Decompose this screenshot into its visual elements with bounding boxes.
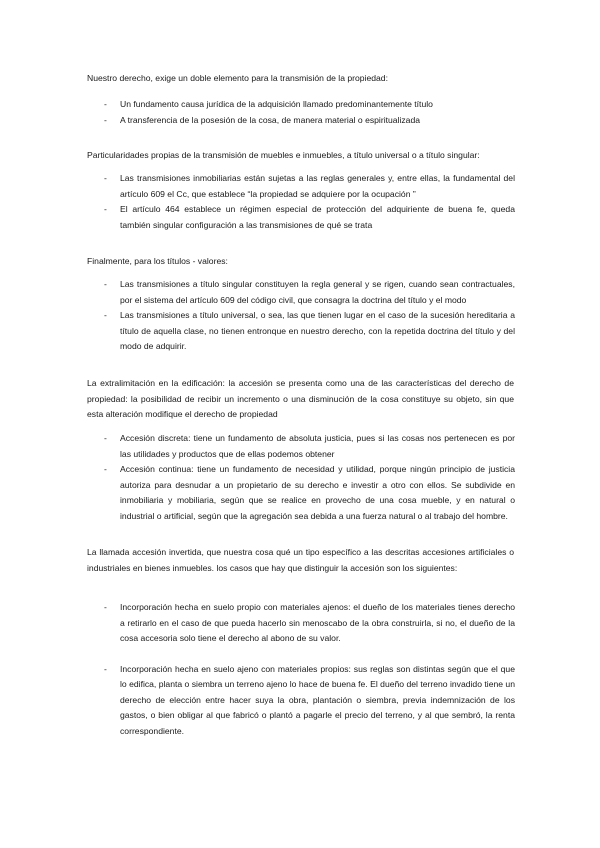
- paragraph-transmision-propiedad: Nuestro derecho, exige un doble elemento para la transmisión de la propiedad:: [87, 73, 388, 83]
- list-item: - Las transmisiones a título universal, o sea, las que tienen lugar en el caso de la sucesión hereditaria a título de aquella clase, no tienen entronque en nuestro derecho, con la repetida doctrina del título y del modo de adquirir.: [104, 310, 515, 351]
- list-incorporacion: [104, 600, 515, 739]
- paragraph-accesion-invertida: La llamada accesión invertida, que nuestra cosa qué un tipo específico a las descritas accesiones artificiales o industriales en bienes inmuebles. los casos que hay que distinguir la accesión son los siguientes:: [87, 547, 514, 573]
- list-item: - Accesión continua: tiene un fundamento de necesidad y utilidad, porque ningún principio de justicia autoriza para desnudar a un propietario de su derecho e investir a otro con ellos. Se subdivide en inmobiliaria y mobiliaria, según que se realice en provecho de una cosa mueble, y en natural o industrial o artificial, según que la agregación sea debida a una fuerza natural o al trabajo del hombre.: [104, 464, 515, 521]
- bullet-dash: -: [104, 99, 107, 109]
- list-item: - Incorporación hecha en suelo ajeno con materiales propios: sus reglas son distintas según que el que lo edifica, planta o siembra un terreno ajeno lo hace de buena fe. El dueño del terreno invadido tiene un derecho de elección entre hacer suya la obra, plantación o siembra, previa indemnización de los gastos, o bien obligar al que fabricó o plantó a pagarle el precio del terreno, y al que sembró, la renta correspondiente.: [104, 663, 515, 736]
- list-accesion: [104, 431, 515, 524]
- bullet-dash: -: [104, 663, 107, 674]
- list-item: - A transferencia de la posesión de la cosa, de manera material o espiritualizada: [104, 113, 515, 129]
- bullet-dash: -: [104, 602, 107, 612]
- bullet-dash: -: [104, 204, 107, 214]
- bullet-dash: -: [104, 433, 107, 443]
- bullet-dash: -: [104, 279, 107, 289]
- list-titulos-valores: [104, 277, 515, 355]
- list-item: - El artículo 464 establece un régimen especial de protección del adquiriente de buena fe, queda también singular configuración a las transmisiones de qué se trata: [104, 204, 515, 230]
- list-item: - Un fundamento causa jurídica de la adquisición llamado predominantemente título: [104, 97, 515, 113]
- list-item: - Incorporación hecha en suelo propio con materiales ajenos: el dueño de los materiales tienes derecho a retirarlo en el caso de que pueda hacerlo sin menoscabo de la obra construirla, si no, el dueño de la cosa accesoria solo tiene el derecho al abono de su valor.: [104, 602, 515, 643]
- paragraph-particularidades: Particularidades propias de la transmisión de muebles e inmuebles, a título universal o a título singular:: [87, 150, 480, 160]
- list-elementos-transmision: [104, 97, 515, 128]
- bullet-dash: -: [104, 310, 107, 320]
- list-item: - Accesión discreta: tiene un fundamento de absoluta justicia, pues si las cosas nos pertenecen es por las utilidades y productos que de ellas podemos obtener: [104, 433, 515, 459]
- paragraph-extralimitacion: La extralimitación en la edificación: la accesión se presenta como una de las características del derecho de propiedad: la posibilidad de recibir un incremento o una disminución de la cosa constituye su objeto, sin que esta alteración modifique el derecho de propiedad: [87, 378, 514, 419]
- bullet-dash: -: [104, 114, 107, 125]
- bullet-dash: -: [104, 173, 107, 183]
- list-item: - Las transmisiones a título singular constituyen la regla general y se rigen, cuando sean contractuales, por el sistema del artículo 609 del código civil, que consagra la doctrina del título y el modo: [104, 279, 515, 305]
- list-particularidades: [104, 171, 515, 233]
- paragraph-titulos-valores: Finalmente, para los títulos - valores:: [87, 256, 228, 266]
- bullet-dash: -: [104, 464, 107, 474]
- list-item: - Las transmisiones inmobiliarias están sujetas a las reglas generales y, entre ellas, la fundamental del artículo 609 el Cc, que establece “la propiedad se adquiere por la ocupación ”: [104, 173, 515, 199]
